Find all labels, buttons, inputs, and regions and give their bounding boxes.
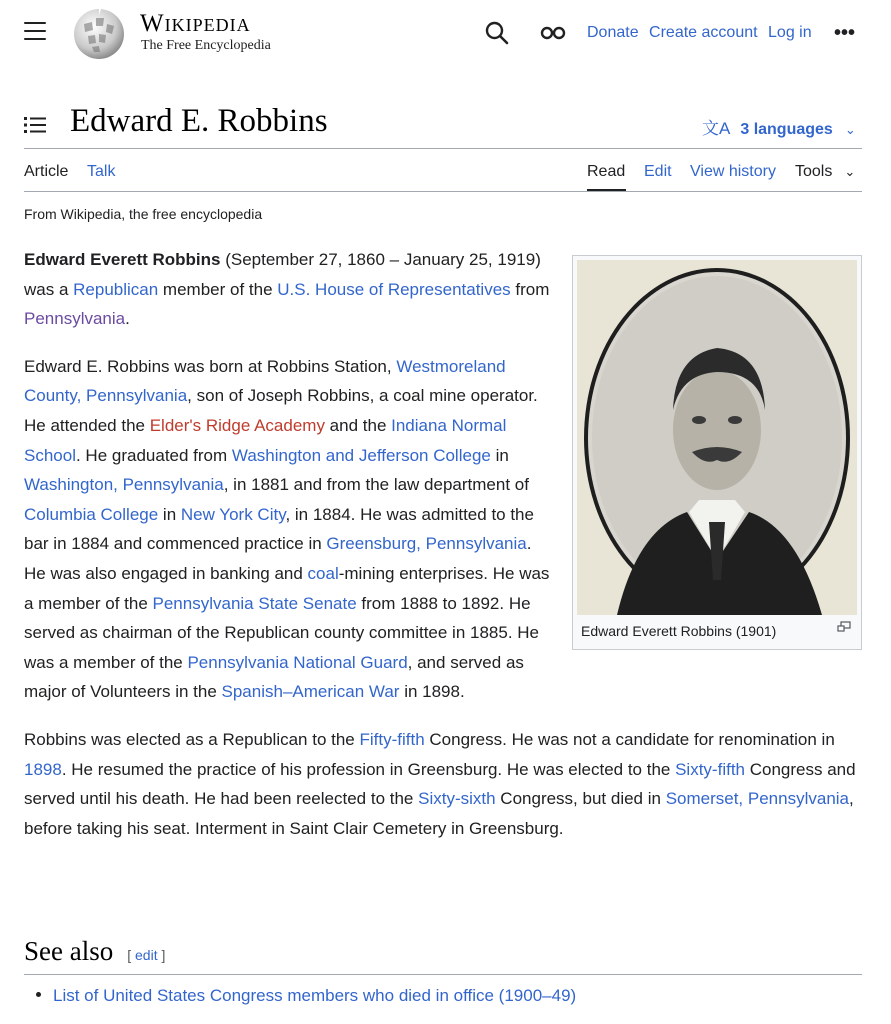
create-account-link[interactable]: Create account — [649, 24, 758, 41]
caption-text: Edward Everett Robbins (1901) — [581, 623, 777, 639]
text-run: , son of Joseph Robbins, a coal mine operator. He attended the — [24, 386, 538, 435]
image-thumbnail — [572, 255, 862, 650]
text-run: , in 1881 and from the law department of — [223, 475, 529, 495]
text-run: in — [158, 504, 181, 524]
tools-label: Tools — [795, 163, 833, 180]
site-header — [0, 0, 891, 68]
text-run: . He was also engaged in banking and — [24, 534, 532, 583]
text-run: Congress and served until his death. He had been reelected to the — [24, 759, 856, 809]
text-run: , in 1884. He was admitted to the bar in 1884 and commenced practice in — [24, 504, 534, 554]
text-run: from — [510, 279, 550, 299]
text-run: member of the — [158, 279, 278, 299]
tab-read[interactable]: Read — [587, 163, 626, 180]
link-sixty-fifth-congress[interactable]: Sixty-fifth — [675, 759, 745, 779]
title-divider — [24, 148, 862, 149]
page-tabs — [24, 163, 862, 191]
link-washington-jefferson-college[interactable]: Washington and Jefferson College — [231, 445, 491, 465]
list-item — [36, 986, 576, 1006]
text-run: in 1898. — [399, 682, 465, 702]
link-new-york-city[interactable]: New York City — [180, 504, 286, 524]
text-run: and the — [324, 415, 392, 435]
wikipedia-globe-logo[interactable] — [70, 6, 128, 60]
see-also-section — [24, 936, 862, 967]
bracket-open: [ — [127, 947, 136, 963]
link-fifty-fifth-congress[interactable]: Fifty-fifth — [359, 729, 425, 749]
text-run: Robbins was elected as a Republican to the — [24, 729, 360, 749]
link-pennsylvania[interactable]: Pennsylvania — [24, 309, 126, 329]
link-elders-ridge-academy[interactable]: Elder's Ridge Academy — [149, 415, 325, 435]
text-run: in — [490, 445, 509, 465]
wikipedia-wordmark[interactable]: Wikipedia — [140, 10, 251, 37]
tab-view-history[interactable]: View history — [690, 163, 776, 180]
user-links — [587, 24, 818, 42]
image-caption — [577, 615, 857, 645]
link-spanish-american-war[interactable]: Spanish–American War — [221, 682, 400, 702]
chevron-down-icon: ⌄ — [844, 164, 856, 179]
link-congress-members-died-in-office[interactable]: List of United States Congress members who died in office (1900–49) — [53, 986, 577, 1005]
tab-article[interactable]: Article — [24, 163, 69, 180]
tabs-divider — [24, 191, 862, 192]
text-run: Congress, but died in — [495, 789, 666, 809]
section-divider — [24, 974, 862, 975]
portrait-image[interactable] — [577, 260, 857, 615]
wikipedia-tagline: The Free Encyclopedia — [141, 38, 271, 53]
text-run: , before taking his seat. Interment in Saint Clair Cemetery in Greensburg. — [24, 789, 854, 838]
link-coal[interactable]: coal — [307, 563, 339, 583]
site-subtitle: From Wikipedia, the free encyclopedia — [24, 206, 263, 222]
hamburger-menu-icon[interactable] — [24, 22, 46, 42]
text-run: . He resumed the practice of his profession in Greensburg. He was elected to the — [61, 759, 676, 779]
congress-paragraph — [24, 725, 862, 843]
see-also-list — [36, 986, 576, 1006]
text-run: . He graduated from — [75, 445, 232, 465]
tools-menu-button[interactable] — [795, 163, 855, 181]
link-indiana-normal-school[interactable]: Indiana Normal School — [24, 415, 507, 465]
text-run: -mining enterprises. He was a member of the — [24, 563, 550, 613]
language-count: 3 languages — [740, 121, 833, 138]
link-1898[interactable]: 1898 — [24, 759, 62, 779]
text-run: from 1888 to 1892. He served as chairman of the Republican county committee in 1885. He was a member of the — [24, 593, 539, 672]
section-edit-link[interactable]: edit — [135, 947, 158, 963]
see-also-heading: See also — [24, 936, 114, 966]
subject-name: Edward Everett Robbins — [24, 250, 221, 269]
chevron-down-icon: ⌄ — [844, 122, 856, 137]
text-run: Edward E. Robbins was born at Robbins Station, — [24, 356, 397, 376]
text-run: , and served as major of Volunteers in the — [24, 652, 524, 702]
link-washington-pennsylvania[interactable]: Washington, Pennsylvania — [24, 475, 224, 495]
enlarge-icon[interactable] — [837, 621, 851, 633]
article-body — [24, 245, 862, 861]
link-pennsylvania-national-guard[interactable]: Pennsylvania National Guard — [187, 652, 408, 672]
text-run: . — [125, 309, 130, 329]
bracket-close: ] — [157, 947, 166, 963]
link-sixty-sixth-congress[interactable]: Sixty-sixth — [418, 789, 496, 809]
search-icon[interactable] — [484, 20, 510, 46]
donate-link[interactable]: Donate — [587, 24, 639, 41]
link-republican[interactable]: Republican — [73, 279, 159, 299]
more-options-icon[interactable]: ••• — [834, 22, 856, 44]
text-run: (September 27, 1860 – January 25, 1919) was a — [24, 250, 541, 299]
section-edit — [127, 947, 165, 963]
link-pennsylvania-state-senate[interactable]: Pennsylvania State Senate — [152, 593, 357, 613]
link-greensburg-pennsylvania[interactable]: Greensburg, Pennsylvania — [326, 534, 527, 554]
reading-glasses-icon[interactable] — [540, 24, 566, 42]
text-run: Congress. He was not a candidate for renomination in — [424, 729, 835, 749]
link-somerset-pennsylvania[interactable]: Somerset, Pennsylvania — [665, 789, 850, 809]
link-us-house[interactable]: U.S. House of Representatives — [277, 279, 511, 299]
link-columbia-college[interactable]: Columbia College — [24, 504, 159, 524]
translate-icon: 文A — [702, 119, 731, 138]
tab-talk[interactable]: Talk — [87, 163, 116, 180]
language-selector-button[interactable] — [702, 114, 856, 139]
link-westmoreland-county[interactable]: Westmoreland County, Pennsylvania — [24, 356, 506, 406]
log-in-link[interactable]: Log in — [768, 24, 812, 41]
table-of-contents-icon[interactable] — [24, 115, 48, 135]
tab-edit[interactable]: Edit — [644, 163, 672, 180]
page-title: Edward E. Robbins — [70, 103, 328, 139]
